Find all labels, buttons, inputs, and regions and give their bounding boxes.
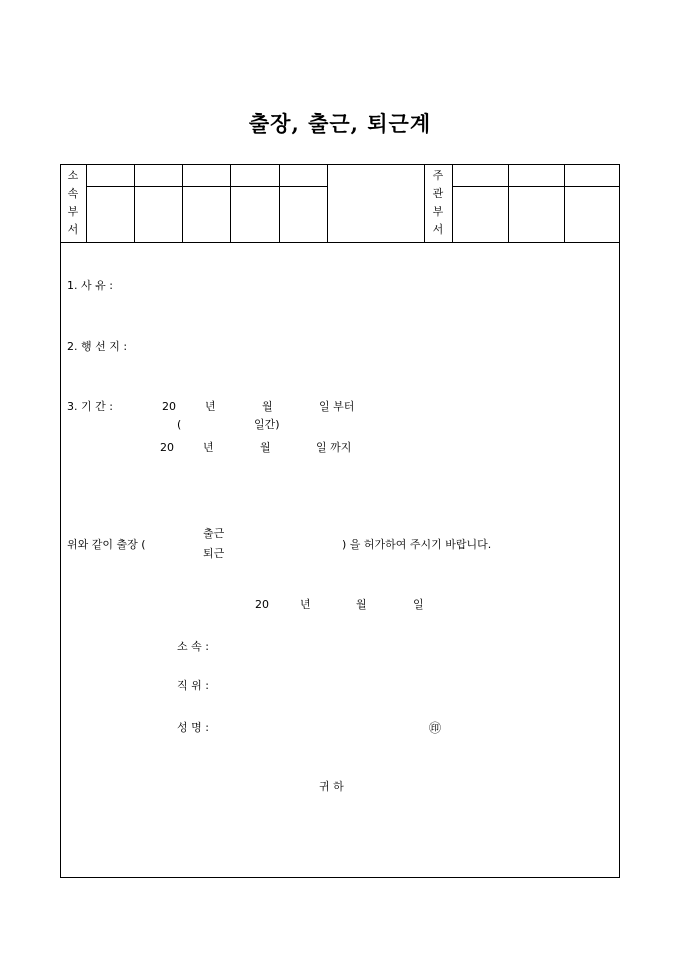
period-from-year-prefix: 20 [162, 400, 176, 413]
approval-divider [327, 165, 328, 242]
seal-mark: ㊞ [429, 721, 442, 735]
reason-label: 1. 사 유 : [67, 279, 113, 292]
signer-position-label: 직 위 : [177, 679, 209, 692]
approval-divider [230, 165, 231, 242]
approval-divider [564, 165, 565, 242]
signer-affiliation-label: 소 속 : [177, 640, 209, 653]
period-from-day: 일 부터 [319, 400, 355, 413]
request-suffix: ) 을 허가하여 주시기 바랍니다. [342, 538, 492, 551]
request-option-1: 출근 [203, 527, 225, 540]
document-title: 출장, 출근, 퇴근계 [248, 111, 432, 136]
request-option-2: 퇴근 [203, 547, 225, 560]
date-day: 일 [413, 598, 424, 611]
approval-label-right: 주 관 부 서 [432, 169, 444, 236]
approval-divider [182, 165, 183, 242]
period-to-year: 년 [203, 441, 214, 454]
period-to-day: 일 까지 [316, 441, 352, 454]
approval-table [61, 165, 619, 243]
period-from-month: 월 [262, 400, 273, 413]
approval-divider [452, 186, 620, 187]
period-days-open: ( [177, 418, 182, 431]
period-to-month: 월 [260, 441, 271, 454]
date-month: 월 [356, 598, 367, 611]
approval-divider [86, 186, 328, 187]
signer-name-label: 성 명 : [177, 721, 209, 734]
period-label: 3. 기 간 : [67, 400, 113, 413]
approval-label-left: 소 속 부 서 [67, 169, 79, 236]
approval-divider [134, 165, 135, 242]
period-days: 일간) [254, 418, 280, 431]
approval-divider [508, 165, 509, 242]
approval-divider [279, 165, 280, 242]
request-prefix: 위와 같이 출장 ( [67, 538, 146, 551]
form-box [60, 164, 620, 878]
period-to-year-prefix: 20 [160, 441, 174, 454]
destination-label: 2. 행 선 지 : [67, 340, 128, 353]
period-from-year: 년 [205, 400, 216, 413]
approval-divider [452, 165, 453, 242]
approval-divider [86, 165, 87, 242]
approval-divider [424, 165, 425, 242]
date-year-prefix: 20 [255, 598, 269, 611]
date-year: 년 [300, 598, 311, 611]
addressee: 귀 하 [319, 780, 344, 793]
